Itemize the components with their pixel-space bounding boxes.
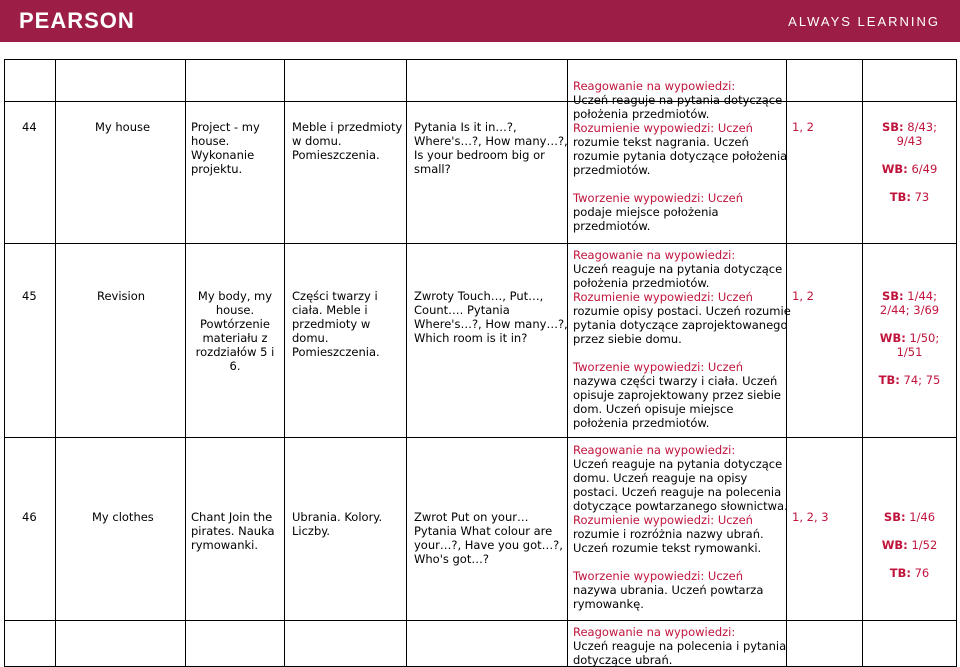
vocabulary-cell: Ubrania. Kolory. Liczby. (292, 510, 383, 538)
structures-cell: Zwroty Touch…, Put…, Count…. Pytania Where's…?, How many…?, Which room is it in? (414, 289, 568, 345)
pages-cell: SB: 1/44; 2/44; 3/69 WB: 1/50; 1/51 TB: 74; 75 (878, 289, 941, 387)
activity-cell: My body, my house. Powtórzenie materiału z rozdziałów 5 i 6. (195, 289, 275, 373)
standards-cell: 1, 2 (792, 289, 814, 303)
skills-cell: Reagowanie na wypowiedzi: Uczeń reaguje na pytania dotyczące domu. Uczeń reaguje na opisy postaci. Uczeń reaguje na polecenia dotyczące powtarzanego słownictwa. Rozumienie wypowiedzi: Uczeń rozumie i rozróżnia nazwy ubrań. Uczeń rozumie tekst rymowanki. Tworzenie wypowiedzi: Uczeń nazywa ubrania. Uczeń powtarza rymowankę. (573, 443, 788, 611)
skills-cell: Reagowanie na wypowiedzi: Uczeń reaguje na pytania dotyczące położenia przedmiotów. Rozumienie wypowiedzi: Uczeń rozumie opisy postaci. Uczeń rozumie pytania dotyczące zaprojektowanego przez siebie domu. Tworzenie wypowiedzi: Uczeń nazywa części twarzy i ciała. Uczeń opisuje zaprojektowany przez siebie dom. Uczeń opisuje miejsce położenia przedmiotów. (573, 248, 791, 430)
lesson-number: 44 (22, 120, 37, 134)
activity-cell: Project - my house. Wykonanie projektu. (191, 120, 260, 176)
pearson-logo: PEARSON (19, 8, 135, 33)
lesson-number: 46 (22, 510, 37, 524)
standards-cell: 1, 2, 3 (792, 510, 829, 524)
pages-cell: SB: 8/43; 9/43 WB: 6/49 TB: 73 (881, 120, 938, 204)
tagline: ALWAYS LEARNING (788, 14, 940, 29)
lesson-topic: My house (95, 120, 151, 134)
skills-cell-continued: Reagowanie na wypowiedzi: Uczeń reaguje na polecenia i pytania dotyczące ubrań. (573, 625, 787, 667)
lesson-topic: Revision (97, 289, 146, 303)
structures-cell: Pytania Is it in…?, Where's…?, How many…?, Is your bedroom big or small? (414, 120, 568, 176)
lesson-number: 45 (22, 289, 37, 303)
skills-cell: Reagowanie na wypowiedzi: Uczeń reaguje na pytania dotyczące położenia przedmiotów. Rozumienie wypowiedzi: Uczeń rozumie tekst nagrania. Uczeń rozumie pytania dotyczące położenia przedmiotów. Tworzenie wypowiedzi: Uczeń podaje miejsce położenia przedmiotów. (573, 79, 788, 233)
standards-cell: 1, 2 (792, 120, 814, 134)
activity-cell: Chant Join the pirates. Nauka rymowanki. (191, 510, 275, 552)
header-banner (0, 0, 960, 42)
pages-cell: SB: 1/46 WB: 1/52 TB: 76 (881, 510, 938, 580)
structures-cell: Zwrot Put on your… Pytania What colour are your…?, Have you got…?, Who's got…? (414, 510, 563, 566)
vocabulary-cell: Meble i przedmioty w domu. Pomieszczenia. (292, 120, 403, 162)
vocabulary-cell: Części twarzy i ciała. Meble i przedmioty w domu. Pomieszczenia. (292, 289, 380, 359)
lesson-topic: My clothes (92, 510, 154, 524)
